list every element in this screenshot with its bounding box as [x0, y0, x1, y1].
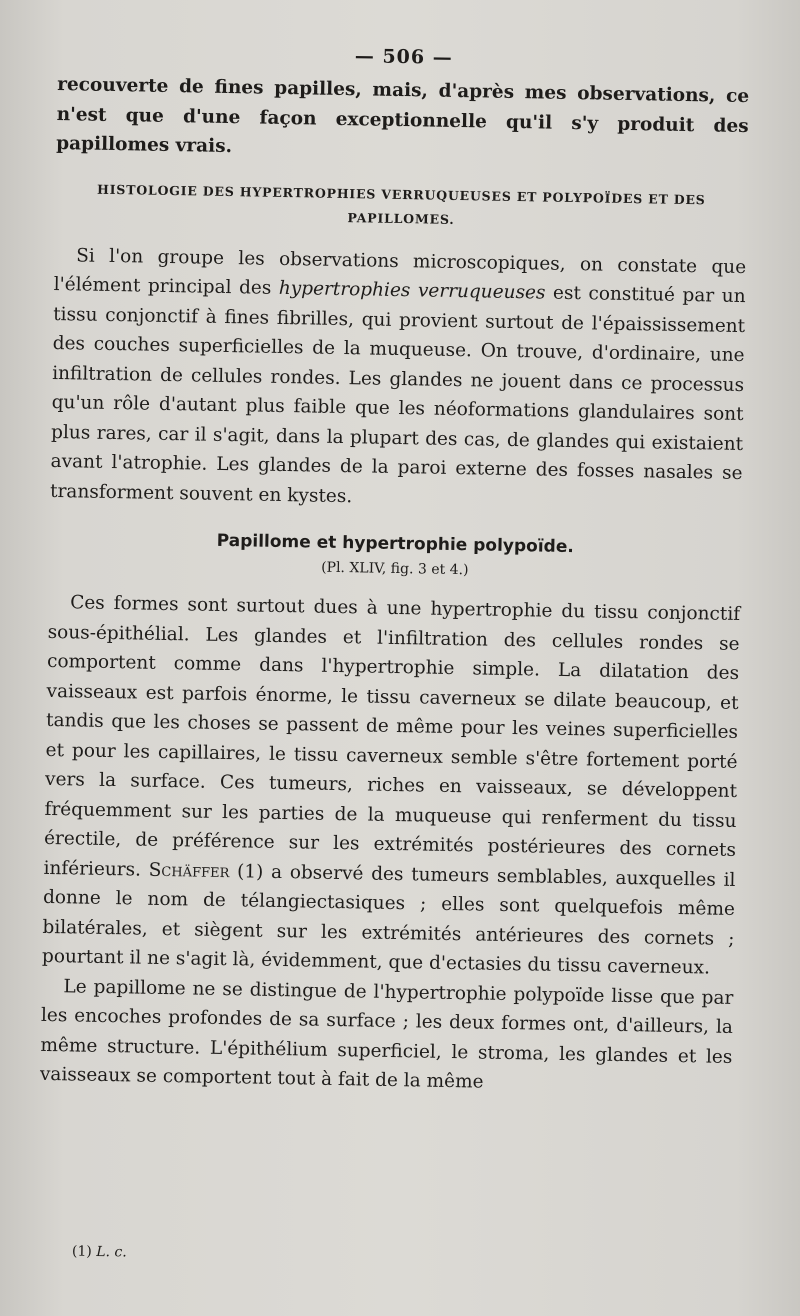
subsection-title: Papillome et hypertrophie polypoïde.: [216, 530, 574, 558]
paragraph-forms: [42, 588, 741, 984]
paragraph-histology: [50, 240, 747, 518]
page-body: [40, 40, 750, 1101]
para2-text-end: (1) a observé des tumeurs semblables, auxquelles il donne le nom de télangiectasiques ; elles sont quelquefois même bilatérales, et siègent sur les extrémités antérieures des cornets ; pourtant il ne s'agit là, évidemment, que d'ectasies du tissu caverneux.: [41, 860, 736, 979]
footnote: [72, 1244, 127, 1261]
para1-italic-term: hypertrophies verruqueuses: [278, 277, 546, 304]
para2-text-start: Ces formes sont surtout dues à une hypertrophie du tissu conjonctif sous-épithélial. Les glandes et l'infiltration des cellules rondes se comportent comme dans l'hypertrophie simple. La dilatation des vaisseaux est parfois énorme, le tissu caverneux se dilate beaucoup, et tandis que les choses se passent de même pour les veines superficielles et pour les capillaires, le tissu caverneux semble s'être fortement porté vers la surface. Ces tumeurs, riches en vaisseaux, se développent fréquemment sur les parties de la muqueuse qui renferment du tissu érectile, de préférence sur les extrémités postérieures des cornets inférieurs.: [43, 592, 741, 881]
intro-paragraph: recouverte de fines papilles, mais, d'après mes observations, ce n'est que d'une façon exceptionnelle qu'il s'y produit des papillomes vrais.: [56, 73, 750, 158]
para1-text-start: Si l'on groupe les observations microscopiques, on constate que l'élément principal des: [53, 244, 747, 299]
paragraph-papilloma: Le papillome ne se distingue de l'hypertrophie polypoïde lisse que par les encoches profondes de sa surface ; les deux formes ont, d'ailleurs, la même structure. L'épithélium superficiel, le stroma, les glandes et les vaisseaux se comportent tout à fait de la même: [39, 975, 734, 1093]
footnote-text: L. c.: [96, 1243, 127, 1261]
plate-reference: (Pl. XLIV, fig. 3 et 4.): [321, 559, 469, 579]
footnote-marker: (1): [71, 1243, 92, 1260]
section-heading: HISTOLOGIE DES HYPERTROPHIES VERRUQUEUSES ET POLYPOÏDES ET DES PAPILLOMES.: [96, 181, 706, 227]
para1-text-end: est constitué par un tissu conjonctif à fines fibrilles, qui provient surtout de l'épaississement des couches superficielles de la muqueuse. On trouve, d'ordinaire, une infiltration de cellules rondes. Les glandes ne jouent dans ce processus qu'un rôle d'autant plus faible que les néoformations glandulaires sont plus rares, car il s'agit, dans la plupart des cas, de glandes qui existaient avant l'atrophie. Les glandes de la paroi externe des fosses nasales se transforment souvent en kystes.: [49, 282, 746, 507]
page-number: — 506 —: [354, 45, 453, 69]
author-name: Schäffer: [148, 859, 230, 882]
